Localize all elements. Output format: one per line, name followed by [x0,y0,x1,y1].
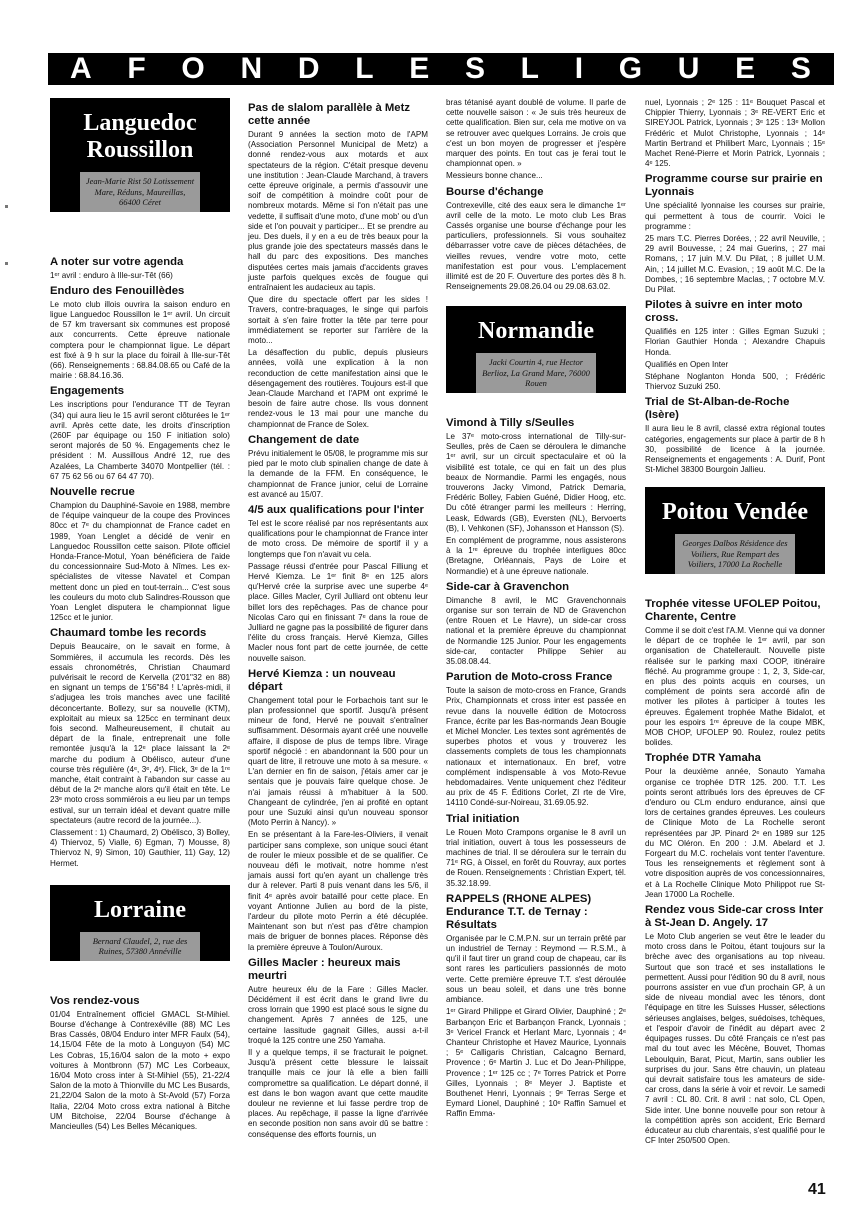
article-heading: Vos rendez-vous [50,994,140,1007]
article-paragraph: 01/04 Entraînement officiel GMACL St-Mihiel. Bourse d'échange à Contrexéville (88) MC Les Bras Cassés, 08/04 Enduro inter MFR Faulx (54), 14,15/04 Fête de la moto à Longuyon (54) MC Les Cobras, 15,16/04 salon de la moto + expo voitures à Montbronn (57) MC Les Corbeaux, 16/04 Moto cross inter à St-Mihiel (55), 21-22/4 Salon de la moto à Thionville du MC Les Busards, 21,22/04 Salon de la moto à St-Avold (57) Forza Italia, 22/04 Moto cross extra national à Bitche UM Bitchoise, 22/04 Bourse d'échange à Mancieulles (54) Les Belles Mécaniques. [50,1009,230,1132]
region-address: Bernard Claudel, 2, rue des Ruines, 57380 Annéville [80,932,200,961]
region-title: Poitou Vendée [661,499,808,526]
article-heading: Trophée vitesse UFOLEP Poitou, Charente, Centre [645,597,821,623]
banner-letter: O [181,52,206,85]
banner-letter: L [355,52,375,85]
region-box-lorraine [50,885,230,961]
region-title: Lorraine [94,896,186,923]
banner-letter: S [790,52,812,85]
section-banner [48,53,834,85]
article-paragraph: Changement total pour le Forbachois tant sur le plan professionnel que sportif. Jusqu'à présent mineur de fond, Hervé ne pouvait s'entraîner suffisamment. Désormais ayant créé une nouvelle affaire, il dispose de plus de temps libre. Virage sportif négocié : en abandonnant la 500 pour un quart de litre, il retrouve une moto à sa mesure. « L'an dernier en fin de saison, j'étais amer car je sentais que je pouvais faire quelque chose. Je n'ai jamais réussi à m'habituer à la 500. Changeant de cylindrée, j'en ai profité en optant pour une Suzuki ainsi qu'un nouveau sponsor (Moto Perrin à Nancy). » [248,695,428,828]
banner-letter: G [618,52,644,85]
banner-letter: E [409,52,431,85]
banner-letter: U [677,52,701,85]
article-paragraph: Toute la saison de moto-cross en France, Grands Prix, Championnats et cross inter est passée en revue dans la nouvelle édition de Motocross France, écrite par les Bas-normands Jean Bougie et Michel Moncler. Les textes sont agrémentés de superbes photos et vous y trouverez les classements complets de tous les championnats nationaux et internationaux. En bref, votre complément indispensable à vos Moto-Revue hebdomadaires. Vente uniquement chez l'éditeur au prix de 45 F. Éditions Corlet, ZI rte de Vire, 14110 Condé-sur-Noireau, 31.69.05.92. [446,686,626,808]
article-paragraph: Classement : 1) Chaumard, 2) Obélisco, 3) Bolley, 4) Thiervoz, 5) Vialle, 6) Egman, 7) Mousse, 8) Thiervoz N, 9) Simon, 10) Gauthier, 11) Gay, 12) Hermet. [50,828,230,868]
article-paragraph: Le Moto Club angerien se veut être le leader du moto cross dans le Poitou, étant toujours sur la brèche avec des organisations au top niveau. Surtout que son tracé et ses installations le permettent. Aussi pour l'édition 90 du 8 avril, nous pourrons assister en vue d'un prochain GP, à un side de niveau mondial avec les ténors, dont l'équipage en titre les Suisses Husser, sélections sérieuses anglaises, belges, suédoises, tchèques, et l'espoir d'avoir de l'inédit au départ avec 2 équipages russes. Du côté Français ce n'est pas mal du tout avec les Mécène, Bouvet, Thomas Leboulquin, Barat, Picut, Martin, sans oublier les surprises du jour. Sans être chauvin, un plateau qui devrait satisfaire tous les amateurs de side-car cross, dans la série à voir et revoir. Le samedi 7 avril : CL 80. Crit. 8 avril : nat solo, CL Open, Side inter. Une bonne nouvelle pour son retour à la compétition après son accident, Eric Bernard éducateur au club charentais, s'est qualifié pour le CF Inter 250/500 Open. [645,932,825,1146]
article-paragraph: Il y a quelque temps, il se fracturait le poignet. Jusqu'à présent cette blessure le laissait tranquille mais ce jour là elle a bien failli compromettre sa qualification. Le départ donné, il est dans le bon wagon avant que cette maudite douleur ne revienne et lui fasse perdre trop de places. Au repêchage, il passe la ligne d'arrivée en seconde position non sans avoir dû se battre : conséquense des efforts fournis, un [248,1048,428,1139]
region-title: Normandie [478,318,594,345]
article-heading: 4/5 aux qualifications pour l'inter [248,503,424,516]
column-2 [248,98,428,1142]
article-paragraph: Le 37ᵉ moto-cross international de Tilly-sur-Seulles, près de Caen se déroulera le dimanche 1ᵉʳ avril, sur un circuit spectaculaire et où la visibilité est totale, ce qui en fait un des plus beaux de Normandie. Parmi les engagés, nous trouverons Jacky Vimond, Patrick Demaria, Frédéric Bolley, Fabien Guéné, Didier Hoog, etc. Du côté étranger parmi les meilleurs : Herring, Leask, Edwards (GB), Eversten (NL), Bervoerts (B), I. Vehkonen (SF), Johansson et Hansson (S). [446,431,626,533]
article-paragraph: Qualifiés en 125 inter : Gilles Egman Suzuki ; Florian Gauthier Honda ; Alexandre Chapuis Honda. [645,327,825,357]
article-paragraph: Qualifiés en Open Inter [645,359,729,369]
article-paragraph: Champion du Dauphiné-Savoie en 1988, membre de l'équipe vainqueur de la coupe des Provinces 80cc et 7ᵉ du championnat de France cadet en 1989, Yoan Lenglet a décidé de venir en Languedoc Roussillon cette saison. Pilote officiel Honda-France-Motul, Yoan bénéficiera de l'aide du concessionnaire Sud-Moto à Nîmes. Les ex-spécialistes de vitesse Navatel et Compan mettent donc un pied en tout-terrain... C'est sous les couleurs du moto club Salindres-Rousson que Yoan Lenglet disputera le championnat ligue 125cc et le junior. [50,500,230,623]
article-heading: Pilotes à suivre en inter moto cross. [645,299,803,325]
banner-letter: I [574,52,585,85]
article-paragraph: Comme il se doit c'est l'A.M. Vienne qui va donner le départ de ce trophée le 1ᵉʳ avril, par son organisation de Chatellerault. Nouvelle piste réalisée sur le parking maxi COOP, itinéraire fléché. Au programme groupe : 1, 2, 3, Side-car, en plus des points acquis en courses, un complément de points sera accordé afin de motiver les pilotes à participer à toutes les épreuves. Également trophée Mathe Bidalot, et pour les espoirs 1ʳᵉ épreuve de la coupe MBK, MOB CHOP, UFOLEP 90. Roulez, roulez petits bolides. [645,625,825,748]
article-paragraph: Dimanche 8 avril, le MC Gravenchonnais organise sur son terrain de ND de Gravenchon (entre Rouen et Le Havre), un side-car cross national et la première épreuve du championnat de Normandie 125 Junior. Pour les engagements side-car, contacter Philippe Sehier au 35.08.08.44. [446,595,626,667]
article-heading: Vimond à Tilly s/Seulles [446,416,575,429]
article-paragraph: Pour la deuxième année, Sonauto Yamaha organise ce trophée DTR 125. 200. T.T. Les points seront attribués lors des épreuves de CF d'enduro ou CLm enduro endurance, ainsi que lors de certaines grandes épreuves. Les couleurs de Clinique Moto de La Rochelle seront représentées par JP. Pinard 2ᵉ en 1989 sur 125 du MC Oléron. En 200 : J.M. Abelard et J. Forgeart du M.C. rochelais vont tenter l'aventure. Tous les renseignements et règlement sont à votre disposition auprès de vos concessionnaires, et à La Rochelle Clinique Moto Philippot rue St-Jean 17000 La Rochelle. [645,767,825,899]
article-paragraph: La désaffection du public, depuis plusieurs années, voilà une explication à la non reconduction de cette manifestation ainsi que le désengagement des routières. Toujours est-il que Jean-Claude Marchand et l'APM ont exprimé le besoin de faire autre chose. Ils vous donnent rendez-vous le 13 mai pour une manche du championnat de France de Solex. [248,348,428,429]
article-paragraph: Une spécialité lyonnaise les courses sur prairie, qui permettent à tous de courrir. Voici le programme : [645,201,825,231]
article-paragraph: 25 mars T.C. Pierres Dorées, ; 22 avril Neuville, ; 29 avril Bouvesse, ; 24 mai Guerins, ; 27 mai Romans, ; 17 juin M.V. Du Pilat, ; 8 juillet U.M. Ain, ; 14 juillet M.C. Evasion, ; 19 août M.C. De la Dombes, ; 16 septembre Maclas, ; 7 octobre M.V. Du Pilat. [645,234,825,295]
article-paragraph: Tel est le score réalisé par nos représentants aux qualifications pour le championnat de France inter de moto cross. De mémoire de sportif il y a longtemps que l'on n'avait vu cela. [248,518,428,559]
article-heading: Rendez vous Side-car cross Inter à St-Jean D. Angely. 17 [645,904,824,930]
banner-letter: F [127,52,147,85]
article-paragraph: Il aura lieu le 8 avril, classé extra régional toutes catégories, engagements sur place à partir de 8 h 30, possibilité de licence à la journée. Renseignements et engagements : A. Durif, Pont St-Michel 38300 Bourgoin Jallieu. [645,424,825,475]
article-paragraph: Durant 9 années la section moto de l'APM (Association Personnel Municipal de Metz) a donné rendez-vous aux motards et aux spectateurs de la région. C'était presque devenu une institution : Jean-Claude Marchand, à travers cette épreuve originale, a permis d'assouvir une soif de compétition à moindre coût pour de nombreux motards. Même si l'on n'était pas une vedette, il suffisait d'une moto, d'une mob' ou d'un side et l'on pouvait y participer... Et se prendre au jeu. Des duels, il y en a eu de très beaux pour la plus grande joie des spectateurs massés dans le hall du parc des expositions. Des manches disputées certes mais jamais d'accidents graves juste parfois quelques excès de fougue qui entraînaient les audacieux au tapis. [248,130,428,293]
banner-letter: A [70,52,93,85]
region-box-normandie [446,306,626,393]
region-address: Jacki Courtin 4, rue Hector Berlioz, La Grand Mare, 76000 Rouen [476,353,596,393]
article-heading: Programme course sur prairie en Lyonnais [645,173,823,199]
article-paragraph: bras tétanisé ayant doublé de volume. Il parle de cette nouvelle saison : « Je suis très heureux de cette qualification. Bien sur, cela me motive on va se retrouver avec quelques Lorrains. Je crois que c'est un bon moyen de progresser et j'espère marquer des points. En tout cas je ferai tout le championnat open. » [446,98,626,169]
region-address: Jean-Marie Rist 50 Lotissement Mare, Réduns, Maureillas, 66400 Céret [80,172,200,212]
margin-mark [5,262,8,265]
margin-mark [5,205,8,208]
article-paragraph: Organisée par le C.M.P.N. sur un terrain prêté par un industriel de Ternay : Reymond — R.S.M., à qu'il il faut tirer un grand coup de chapeau, car ils sont rares les particuliers passionnés de moto verte. Cette première épreuve T.T. s'est déroulée sous un beau soleil, et dans une très bonne ambiance. [446,933,626,1005]
article-paragraph: En complément de programme, nous assisterons à la 1ʳᵉ épreuve du trophée interligues 80cc (Bretagne, Orléannais, Pays de Loire et Normandie) et à une épreuve nationale. [446,535,626,576]
article-paragraph: 1ᵉʳ avril : enduro à Ille-sur-Têt (66) [50,270,173,280]
article-paragraph: nuel, Lyonnais ; 2ᵉ 125 : 11ᵉ Bouquet Pascal et Chippier Thierry, Lyonnais ; 3ᵉ RE-VERT Eric et SIREYJOL Patrick, Lyonnais ; 3ᵉ 125 : 13ᵉ Mollon Frédéric et Mulot Christophe, Lyonnais ; 14ᵉ Martin Bertrand et Philibert Marc, Lyonnais ; 15ᵉ Machet René-Pierre et Morin Patrick, Lyonnais ; 4ᵉ 125. [645,98,825,169]
article-paragraph: Les inscriptions pour l'endurance TT de Teyran (34) qui aura lieu le 15 avril seront clôturées le 1ᵉʳ avril. Après cette date, les droits d'inscription (260F par équipage ou 150 F initiation solo) seront majorés de 50 %. Engagements chez le président : M. Aussillous André 12, rue des Azalées, La Chamberte 34070 Montpellier (tél. : 67 75 62 56 ou 67 64 47 70). [50,400,230,481]
article-heading: Trial de St-Alban-de-Roche (Isère) [645,396,790,422]
banner-letter: S [464,52,486,85]
article-paragraph: 1ᵉʳ Girard Philippe et Girard Olivier, Dauphiné ; 2ᵉ Barbançon Eric et Barbançon Franck, Lyonnais ; 3ᵉ Vericel Franck et Herlant Marc, Lyonnais ; 4ᵉ Chanteur Christophe et Havez Maurice, Lyonnais ; 5ᵉ Calligaris Christian, Calcagno Bernard, Provence ; 6ᵉ Martin J. Luc et Do Jean-Philippe, Provence ; 1ᵉʳ 125 cc ; 7ᵉ Torres Patrick et Porre Gilles, Lyonnais ; 8ᵉ Meyer J. Baptiste et Bouthenet Henri, Lyonnais ; 9ᵉ Terras Serge et Eymard Lionel, Dauphiné ; 10ᵉ Raffin Samuel et Raffin Emma- [446,1007,626,1119]
banner-letter: N [240,52,264,85]
banner-letter: D [297,52,321,85]
region-box-languedoc [50,98,230,212]
article-heading: Nouvelle recrue [50,485,135,498]
page-number: 41 [808,1181,826,1198]
article-paragraph: Passage réussi d'entrée pour Pascal Filliung et Hervé Kiemza. Le 1ᵉʳ finit 8ᵉ en 125 alors qu'Hervé crée la surprise avec une superbe 4ᵉ place. Gilles Macler, Cyril Julliard ont obtenu leur billet lors des repêchages. Pas de chance pour Nicolas Caro qui en finissant 7ᵉ dans la roue de Julliard ne gagne pas la possibilité de figurer dans l'élite du cross français. Hervé Kiemza, Gilles Macler nous font part de cette journée, de cette nouvelle saison. [248,561,428,663]
article-paragraph: Prévu initialement le 05/08, le programme mis sur pied par le moto club spinalien change de date à la demande de la FFM. En conséquence, le championnat de France junior, celui de Lorraine est avancé au 15/07. [248,448,428,499]
article-heading: Enduro des Fenouillèdes [50,284,185,297]
banner-letter: L [520,52,540,85]
article-paragraph: Le moto club illois ouvrira la saison enduro en ligue Languedoc Roussillon le 1ᵉʳ avril. Un circuit de 57 km traversant six communes est proposé aux concurrents. Cette épreuve nationale comptera pour le championnat ligue. Le départ est fixé à 9 h sur la place du foirail à Ille-sur-Têt (66). Renseignements : 68.84.08.65 ou Café de la mairie : 68.84.16.36. [50,299,230,381]
article-heading: RAPPELS (RHONE ALPES) Endurance T.T. de Ternay : Résultats [446,892,592,931]
article-heading: Engagements [50,385,125,398]
article-paragraph: Depuis Beaucaire, on le savait en forme, à Sommières, il accumula les records. Dès les essais chronométrés, Christian Chaumard pulvérisait le record de Kervella (2'01"32 en 88) en signant un temps de 1'56"84 ! L'après-midi, il s'adjugea les trois manches avec une facilité déconcertante. Bollezy, sur sa nouvelle (KTM), exploitait au mieux sa 125cc en terminant deux fois second. Malheureusement, il chutait au départ de la finale, entreprenait une folle remontée jusqu'à la 12ᵉ place laissant la 2ᵉ marche du podium à Obélisco, auteur d'une course très régulière (4ᵉ, 3ᵉ, 4ᵉ). Flick, 3ᵉ de la 1ʳᵉ manche, était contraint à l'abandon sur casse au début de la 2ᵉ manche alors qu'il était en tête. Le 23ᵉ moto cross sommiérois a eu lieu par un temps estival, sur un terrain idéal et devant quatre mille spectateurs (autre record de la journée...). [50,642,230,825]
article-paragraph: Le Rouen Moto Crampons organise le 8 avril un trial initiation, ouvert à tous les possesseurs de machines de trial. Il se déroulera sur le terrain du 71ᵉ RG, à Oissel, en forêt du Rouvray, aux portes de Rouen. Renseignements : Christian Expert, tél. 35.32.18.99. [446,827,626,888]
article-paragraph: Que dire du spectacle offert par les sides ! Travers, contre-braquages, le singe qui parfois sortait à s'en faire frotter la tête par terre pour immédiatement se reporter sur l'arrière de la moto... [248,295,428,346]
article-heading: Hervé Kiemza : un nouveau départ [248,667,396,693]
article-heading: Gilles Macler : heureux mais meurtri [248,956,401,982]
column-1 [50,98,230,1134]
article-heading: Side-car à Gravenchon [446,580,570,593]
region-address: Georges Dalbos Résidence des Voiliers, Rue Rempart des Voiliers, 17000 La Rochelle [675,534,795,574]
column-4 [645,98,825,1148]
article-heading: Chaumard tombe les records [50,627,207,640]
article-heading: Trial initiation [446,812,520,825]
article-heading: Bourse d'échange [446,185,544,198]
article-paragraph: Autre heureux élu de la Fare : Gilles Macler. Décidément il est écrit dans le grand livre du cross lorrain que 1990 est placé sous le signe du changement. Après 7 années de 125, une certaine lassitude gagnait Gilles, aussi a-t-il troqué la 125 contre une 250 Yamaha. [248,984,428,1045]
article-paragraph: Contrexeville, cité des eaux sera le dimanche 1ᵉʳ avril celle de la moto. Le moto club Les Bras Cassés organise une bourse d'échange pour les particuliers, professionnels. Si vous souhaitez débarrasser votre cave de pièces détachées, de vieilles revues, vendre votre moto, cette manifestation est pour vous. L'emplacement illimité est de 20 F. Ouverture des portes dès 8 h. Renseignements 29.08.26.04 ou 29.08.63.02. [446,200,626,292]
article-heading: Pas de slalom parallèle à Metz cette année [248,102,410,127]
column-3 [446,98,626,1122]
article-paragraph: En se présentant à la Fare-les-Oliviers, il venait participer sans complexe, son unique souci étant de rouler le mieux possible et de se qualifier. Ce nouveau défi le motivait, notre homme n'est jamais aussi fort qu'en ayant un challenge très dur à relever. Parti 8 puis venant dans les 5/6, il finit 4ᵉ après avoir bataillé pour cette place. En voyant Antionne Julien au bord de la piste, l'ardeur du pilote moto Perrin a été décuplée. Maintenant son but n'est pas d'être champion mais de briguer de bonnes places. Réponse dès la première épreuve à Toulon/Auroux. [248,830,428,952]
banner-letter: E [735,52,757,85]
region-title: Languedoc Roussillon [83,110,197,163]
article-heading: Parution de Moto-cross France [446,671,613,684]
article-paragraph: Stéphane Noglanton Honda 500, ; Frédéric Thiervoz Suzuki 250. [645,372,825,392]
article-heading: Changement de date [248,433,360,446]
article-paragraph: Messieurs bonne chance... [446,171,543,181]
article-heading: Trophée DTR Yamaha [645,752,761,765]
region-box-poitou [645,487,825,574]
article-heading: A noter sur votre agenda [50,255,184,268]
